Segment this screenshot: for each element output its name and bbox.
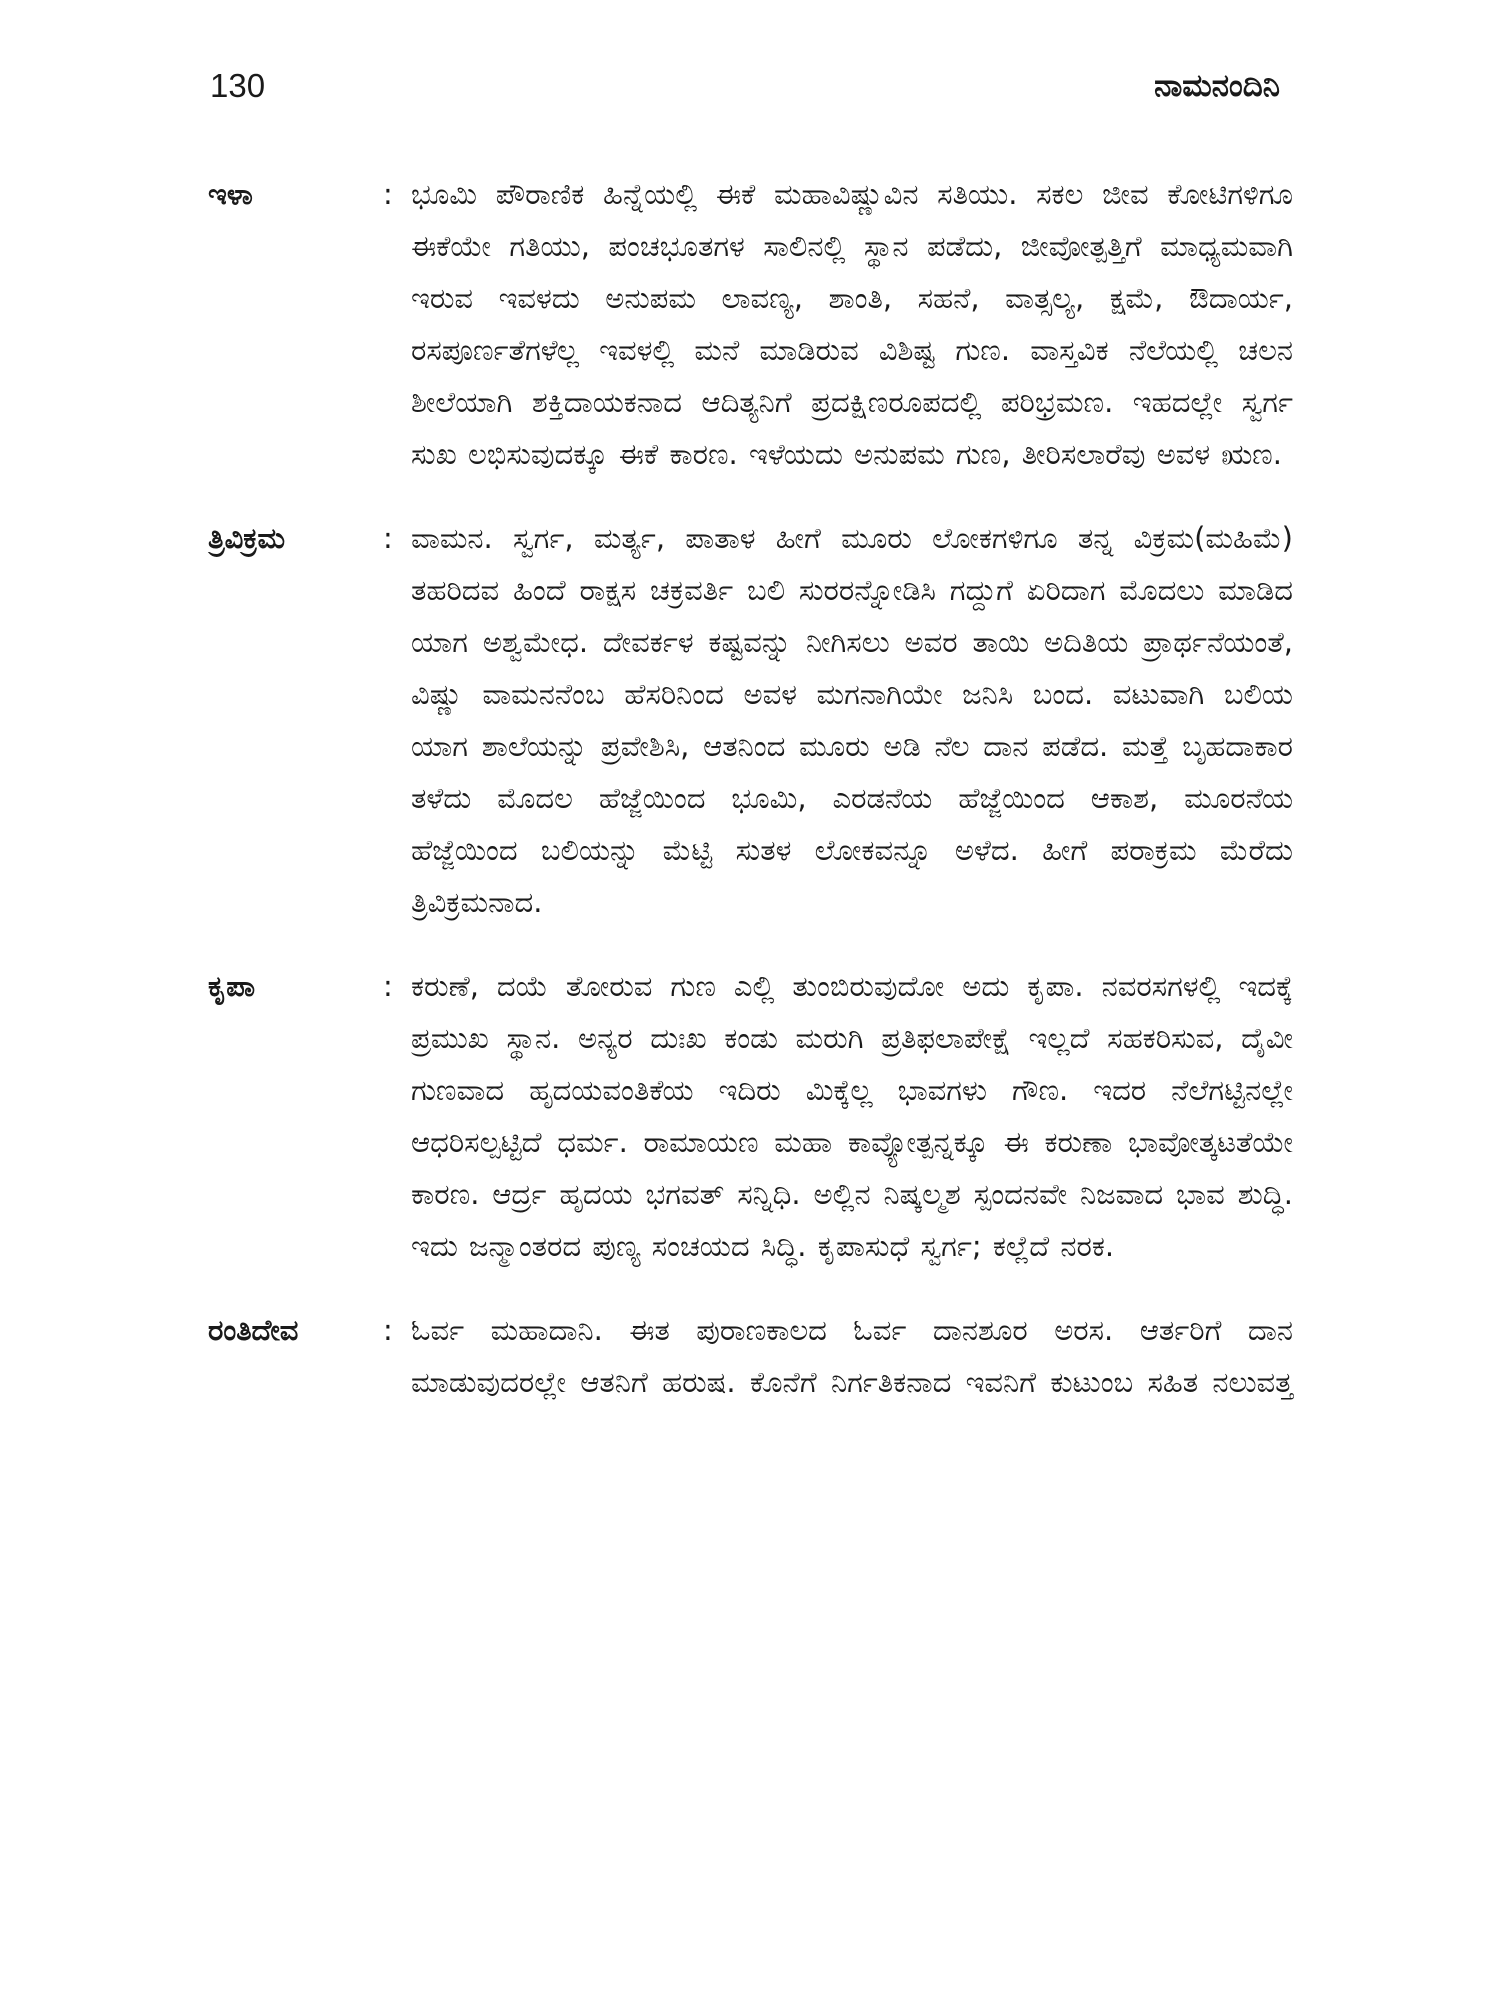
entry-separator: : <box>383 969 393 1003</box>
entry-term: ತ್ರಿವಿಕ್ರಮ <box>208 521 286 555</box>
entry-separator: : <box>383 1313 393 1347</box>
entry-term: ರಂತಿದೇವ <box>208 1313 299 1347</box>
entry-definition: ವಾಮನ. ಸ್ವರ್ಗ, ಮರ್ತ್ಯ, ಪಾತಾಳ ಹೀಗೆ ಮೂರು ಲೋಕಗಳಿಗೂ ತನ್ನ ವಿಕ್ರಮ(ಮಹಿಮೆ) ತಹರಿದವ ಹಿಂದೆ ರಾಕ್ಷಸ ಚಕ್ರವರ್ತಿ ಬಲಿ ಸುರರನ್ನೋಡಿಸಿ ಗದ್ದುಗೆ ಏರಿದಾಗ ಮೊದಲು ಮಾಡಿದ ಯಾಗ ಅಶ್ವಮೇಧ. ದೇವರ್ಕಳ ಕಷ್ಟವನ್ನು ನೀಗಿಸಲು ಅವರ ತಾಯಿ ಅದಿತಿಯ ಪ್ರಾರ್ಥನೆಯಂತೆ, ವಿಷ್ಣು ವಾಮನನೆಂಬ ಹೆಸರಿನಿಂದ ಅವಳ ಮಗನಾಗಿಯೇ ಜನಿಸಿ ಬಂದ. ವಟುವಾಗಿ ಬಲಿಯ ಯಾಗ ಶಾಲೆಯನ್ನು ಪ್ರವೇಶಿಸಿ, ಆತನಿಂದ ಮೂರು ಅಡಿ ನೆಲ ದಾನ ಪಡೆದ. ಮತ್ತೆ ಬೃಹದಾಕಾರ ತಳೆದು ಮೊದಲ ಹೆಜ್ಜೆಯಿಂದ ಭೂಮಿ, ಎರಡನೆಯ ಹೆಜ್ಜೆಯಿಂದ ಆಕಾಶ, ಮೂರನೆಯ ಹೆಜ್ಜೆಯಿಂದ ಬಲಿಯನ್ನು ಮೆಟ್ಟಿ ಸುತಳ ಲೋಕವನ್ನೂ ಅಳೆದ. ಹೀಗೆ ಪರಾಕ್ರಮ ಮೆರೆದು ತ್ರಿವಿಕ್ರಮನಾದ. <box>411 521 1293 919</box>
page-header <box>210 62 1280 110</box>
entry-definition: ಓರ್ವ ಮಹಾದಾನಿ. ಈತ ಪುರಾಣಕಾಲದ ಓರ್ವ ದಾನಶೂರ ಅರಸ. ಆರ್ತರಿಗೆ ದಾನ ಮಾಡುವುದರಲ್ಲೇ ಆತನಿಗೆ ಹರುಷ. ಕೊನೆಗೆ ನಿರ್ಗತಿಕನಾದ ಇವನಿಗೆ ಕುಟುಂಬ ಸಹಿತ ನಲುವತ್ತ <box>411 1313 1293 1399</box>
entry-term: ಇಳಾ <box>208 177 253 211</box>
entry-definition: ಭೂಮಿ ಪೌರಾಣಿಕ ಹಿನ್ನೆಯಲ್ಲಿ ಈಕೆ ಮಹಾವಿಷ್ಣುವಿನ ಸತಿಯು. ಸಕಲ ಜೀವ ಕೋಟಿಗಳಿಗೂ ಈಕೆಯೇ ಗತಿಯು, ಪಂಚಭೂತಗಳ ಸಾಲಿನಲ್ಲಿ ಸ್ಥಾನ ಪಡೆದು, ಜೀವೋತ್ಪತ್ತಿಗೆ ಮಾಧ್ಯಮವಾಗಿ ಇರುವ ಇವಳದು ಅನುಪಮ ಲಾವಣ್ಯ, ಶಾಂತಿ, ಸಹನೆ, ವಾತ್ಸಲ್ಯ, ಕ್ಷಮೆ, ಔದಾರ್ಯ, ರಸಪೂರ್ಣತೆಗಳೆಲ್ಲ ಇವಳಲ್ಲಿ ಮನೆ ಮಾಡಿರುವ ವಿಶಿಷ್ಟ ಗುಣ. ವಾಸ್ತವಿಕ ನೆಲೆಯಲ್ಲಿ ಚಲನ ಶೀಲೆಯಾಗಿ ಶಕ್ತಿದಾಯಕನಾದ ಆದಿತ್ಯನಿಗೆ ಪ್ರದಕ್ಷಿಣರೂಪದಲ್ಲಿ ಪರಿಭ್ರಮಣ. ಇಹದಲ್ಲೇ ಸ್ವರ್ಗ ಸುಖ ಲಭಿಸುವುದಕ್ಕೂ ಈಕೆ ಕಾರಣ. ಇಳೆಯದು ಅನುಪಮ ಗುಣ, ತೀರಿಸಲಾರೆವು ಅವಳ ಋಣ. <box>411 177 1293 471</box>
entry-definition: ಕರುಣೆ, ದಯೆ ತೋರುವ ಗುಣ ಎಲ್ಲಿ ತುಂಬಿರುವುದೋ ಅದು ಕೃಪಾ. ನವರಸಗಳಲ್ಲಿ ಇದಕ್ಕೆ ಪ್ರಮುಖ ಸ್ಥಾನ. ಅನ್ಯರ ದುಃಖ ಕಂಡು ಮರುಗಿ ಪ್ರತಿಫಲಾಪೇಕ್ಷೆ ಇಲ್ಲದೆ ಸಹಕರಿಸುವ, ದೈವೀ ಗುಣವಾದ ಹೃದಯವಂತಿಕೆಯ ಇದಿರು ಮಿಕ್ಕೆಲ್ಲ ಭಾವಗಳು ಗೌಣ. ಇದರ ನೆಲೆಗಟ್ಟಿನಲ್ಲೇ ಆಧರಿಸಲ್ಪಟ್ಟಿದೆ ಧರ್ಮ. ರಾಮಾಯಣ ಮಹಾ ಕಾವ್ಯೋತ್ಪನ್ನಕ್ಕೂ ಈ ಕರುಣಾ ಭಾವೋತ್ಕಟತೆಯೇ ಕಾರಣ. ಆರ್ದ್ರ ಹೃದಯ ಭಗವತ್ ಸನ್ನಿಧಿ. ಅಲ್ಲಿನ ನಿಷ್ಕಲ್ಮಶ ಸ್ಪಂದನವೇ ನಿಜವಾದ ಭಾವ ಶುದ್ಧಿ. ಇದು ಜನ್ಮಾಂತರದ ಪುಣ್ಯ ಸಂಚಯದ ಸಿದ್ಧಿ. ಕೃಪಾಸುಧೆ ಸ್ವರ್ಗ; ಕಲ್ಲೆದೆ ನರಕ. <box>411 969 1293 1263</box>
entry-term: ಕೃಪಾ <box>208 969 256 1003</box>
entry-separator: : <box>383 521 393 555</box>
glossary-entry-ila <box>208 168 1293 480</box>
glossary-entry-trivikrama <box>208 512 1293 928</box>
glossary-entries <box>208 168 1293 1408</box>
entry-separator: : <box>383 177 393 211</box>
glossary-entry-kripa <box>208 960 1293 1272</box>
running-title: ನಾಮನಂದಿನಿ <box>1154 67 1280 104</box>
page-number: 130 <box>210 67 266 104</box>
glossary-entry-rantideva <box>208 1304 1293 1408</box>
